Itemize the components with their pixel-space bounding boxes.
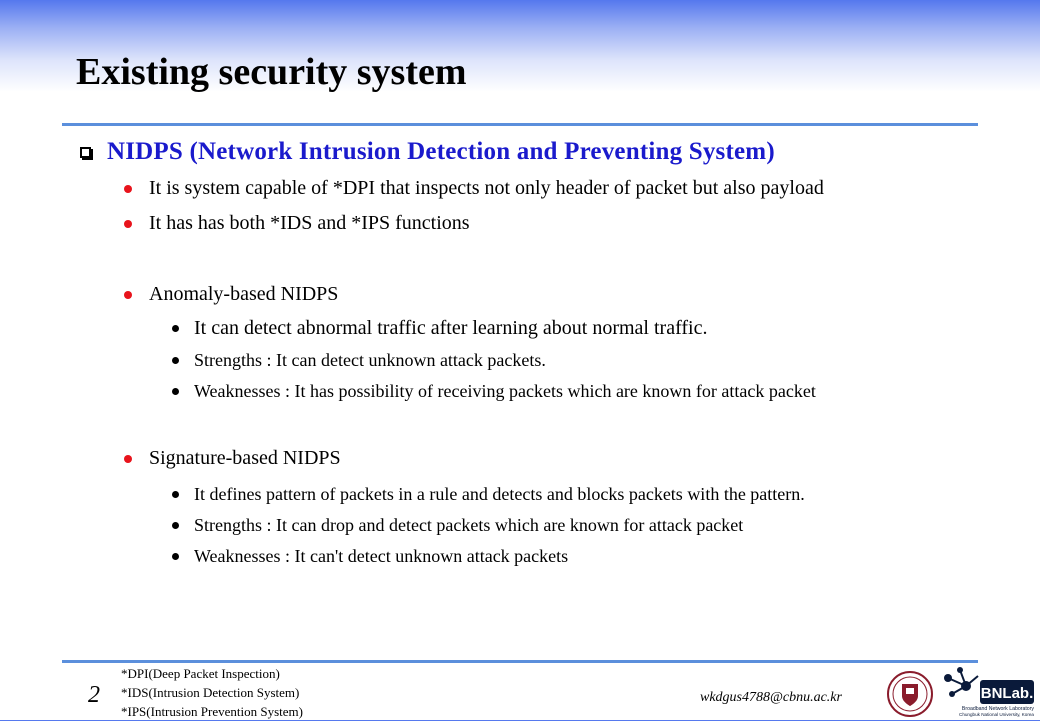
lab-line1: Broadband Network Laboratory (961, 706, 1034, 712)
page-number: 2 (88, 682, 100, 708)
red-dot-icon (124, 455, 132, 463)
black-dot-icon (172, 325, 179, 332)
black-dot-icon (172, 491, 179, 498)
red-dot-icon (124, 185, 132, 193)
bullet-signature (124, 447, 341, 470)
sub-bullet (172, 317, 707, 340)
black-dot-icon (172, 357, 179, 364)
lab-line2: Chungbuk National University, Korea (959, 712, 1034, 717)
section-heading (80, 138, 775, 166)
bullet-text: It is system capable of *DPI that inspects not only header of packet but also payload (149, 177, 824, 199)
sub-bullet (172, 546, 568, 567)
black-dot-icon (172, 522, 179, 529)
footnote-ids: *IDS(Intrusion Detection System) (121, 685, 300, 700)
footnotes (121, 664, 303, 721)
heading-text: NIDPS (Network Intrusion Detection and Preventing System) (107, 138, 775, 165)
author-email: wkdgus4788@cbnu.ac.kr (700, 690, 842, 705)
footer-divider (62, 660, 978, 663)
bullet-anomaly (124, 283, 338, 306)
slide-title: Existing security system (76, 51, 467, 93)
red-dot-icon (124, 220, 132, 228)
sub-bullet (172, 381, 816, 402)
sub-bullet-text: Weaknesses : It can't detect unknown attack packets (194, 546, 569, 566)
sub-bullet (172, 484, 805, 505)
university-seal-icon (886, 670, 934, 718)
lab-name: BNLab. (980, 685, 1034, 702)
box-bullet-icon (80, 147, 91, 158)
bullet-text: Signature-based NIDPS (149, 447, 341, 469)
red-dot-icon (124, 291, 132, 299)
sub-bullet (172, 350, 546, 371)
sub-bullet-text: It can detect abnormal traffic after learning about normal traffic. (194, 317, 708, 339)
black-dot-icon (172, 388, 179, 395)
bullet-dpi (124, 177, 824, 200)
sub-bullet-text: Weaknesses : It has possibility of receiving packets which are known for attack packet (194, 381, 816, 401)
footnote-ips: *IPS(Intrusion Prevention System) (121, 704, 303, 719)
black-dot-icon (172, 553, 179, 560)
sub-bullet (172, 515, 743, 536)
bullet-text: Anomaly-based NIDPS (149, 283, 339, 305)
title-divider (62, 123, 978, 126)
sub-bullet-text: Strengths : It can drop and detect packets which are known for attack packet (194, 515, 744, 535)
sub-bullet-text: Strengths : It can detect unknown attack packets. (194, 350, 546, 370)
bullet-ids-ips (124, 212, 470, 235)
footnote-dpi: *DPI(Deep Packet Inspection) (121, 666, 280, 681)
bnlab-logo (938, 664, 1036, 718)
bullet-text: It has has both *IDS and *IPS functions (149, 212, 470, 234)
sub-bullet-text: It defines pattern of packets in a rule and detects and blocks packets with the pattern. (194, 484, 805, 504)
